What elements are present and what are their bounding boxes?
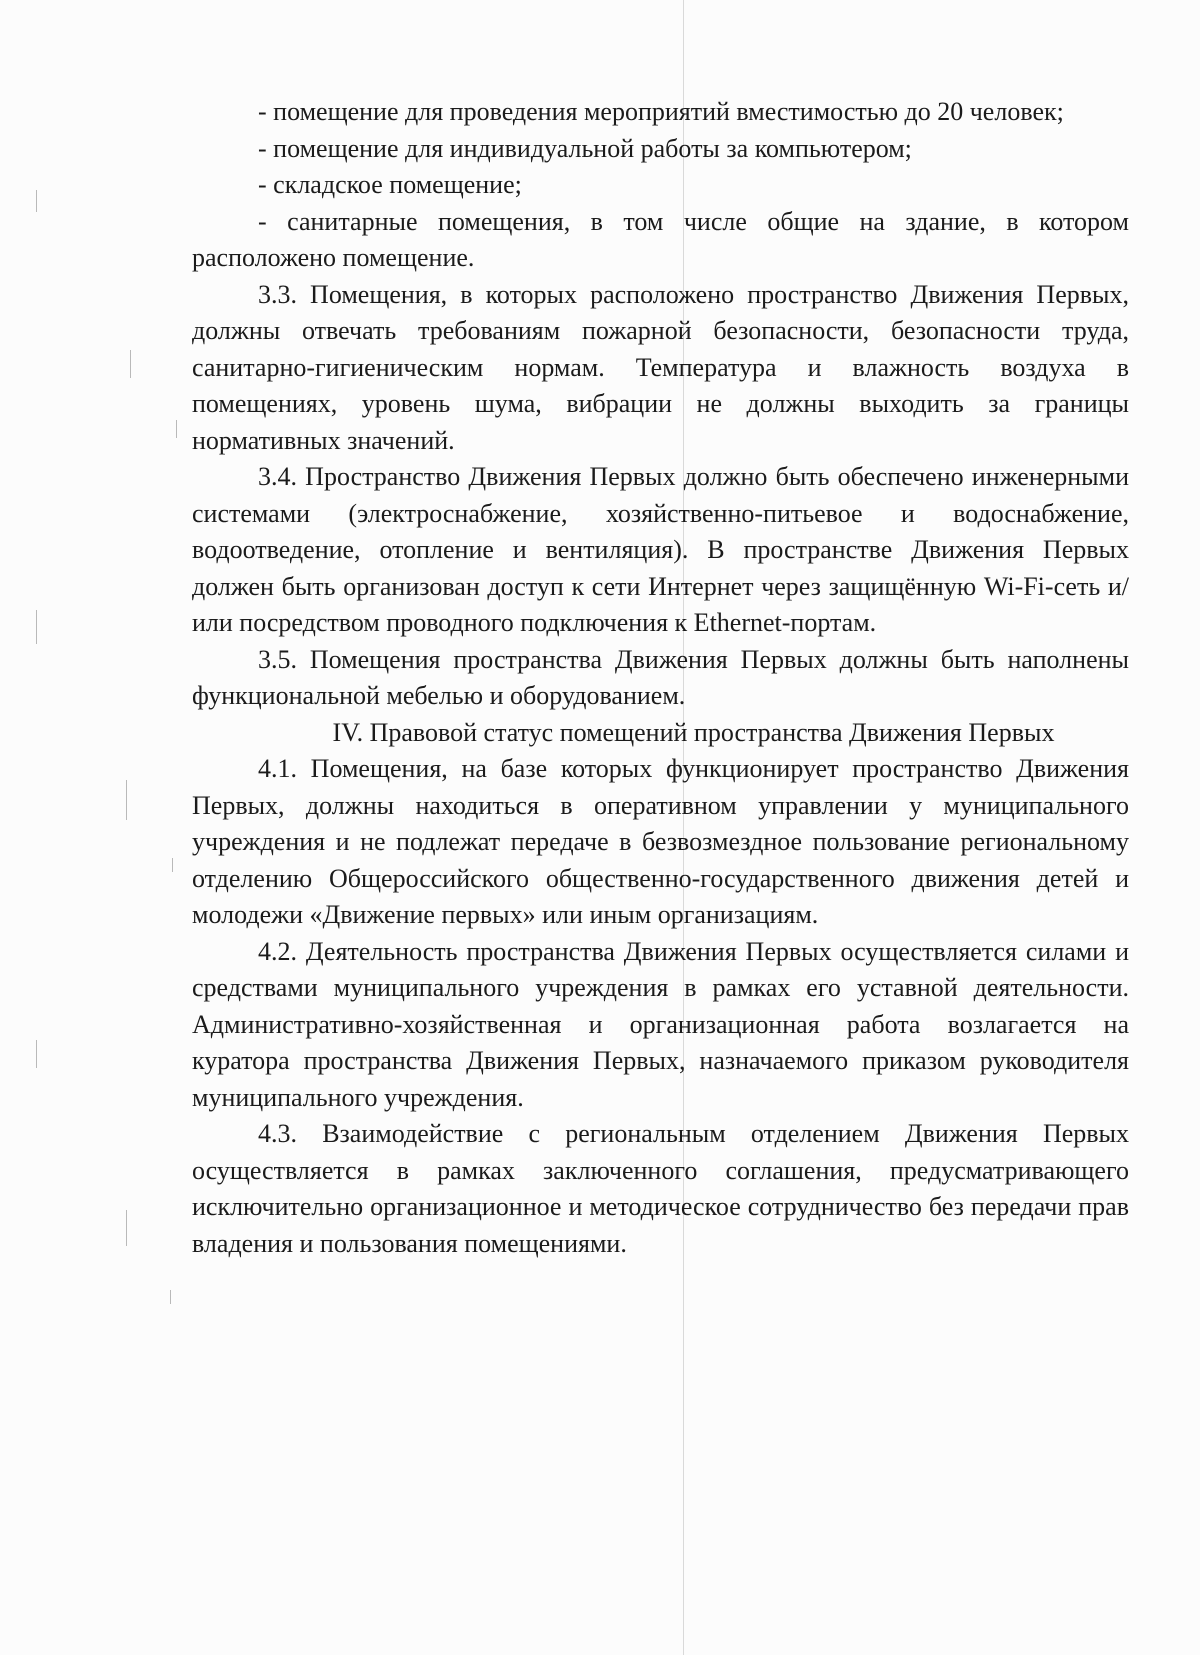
scan-margin-mark (176, 420, 177, 438)
scan-margin-mark (170, 1290, 171, 1304)
paragraph-3-5: 3.5. Помещения пространства Движения Первых должны быть наполнены функциональной мебелью и оборудованием. (192, 644, 1129, 710)
document-body (192, 94, 1129, 1262)
list-item-sanitary-rooms: - санитарные помещения, в том числе общие на здание, в котором расположено помещение. (192, 206, 1129, 272)
paragraph-4-3: 4.3. Взаимодействие с региональным отделением Движения Первых осуществляется в рамках заключенного соглашения, предусматривающего исключительно организационное и методическое сотрудничество без передачи прав владения и пользования помещениями. (192, 1119, 1129, 1258)
scan-margin-mark (126, 780, 127, 820)
paragraph-4-2: 4.2. Деятельность пространства Движения Первых осуществляется силами и средствами муниципального учреждения в рамках его уставной деятельности. Административно-хозяйственная и организационная работа возлагается на куратора пространства Движения Первых, назначаемого приказом руководителя муниципального учреждения. (192, 936, 1129, 1112)
scan-margin-mark (36, 610, 37, 644)
section-heading-4: IV. Правовой статус помещений пространства Движения Первых (332, 717, 1055, 747)
scan-margin-mark (172, 858, 173, 872)
paragraph-4-1: 4.1. Помещения, на базе которых функционирует пространство Движения Первых, должны находиться в оперативном управлении у муниципального учреждения и не подлежат передаче в безвозмездное пользование региональному отделению Общероссийского общественно-государственного движения детей и молодежи «Движение первых» или иным организациям. (192, 754, 1129, 929)
list-item-computer-room: - помещение для индивидуальной работы за компьютером; (258, 133, 912, 163)
paragraph-3-3: 3.3. Помещения, в которых расположено пространство Движения Первых, должны отвечать требованиям пожарной безопасности, безопасности труда, санитарно-гигиеническим нормам. Температура и влажность воздуха в помещениях, уровень шума, вибрации не должны выходить за границы нормативных значений. (192, 279, 1129, 455)
list-item-event-room: - помещение для проведения мероприятий вместимостью до 20 человек; (258, 97, 1064, 126)
scan-margin-mark (130, 350, 131, 378)
scan-margin-mark (36, 190, 37, 212)
scan-margin-mark (36, 1040, 37, 1068)
paragraph-3-4: 3.4. Пространство Движения Первых должно быть обеспечено инженерными системами (электроснабжение, хозяйственно-питьевое и водоснабжение, водоотведение, отопление и вентиляция). В пространстве Движения Первых должен быть организован доступ к сети Интернет через защищённую Wi-Fi-сеть и/или посредством проводного подключения к Ethernet-портам. (192, 462, 1129, 637)
list-item-storage-room: - складское помещение; (258, 170, 522, 199)
scan-margin-mark (126, 1210, 127, 1246)
